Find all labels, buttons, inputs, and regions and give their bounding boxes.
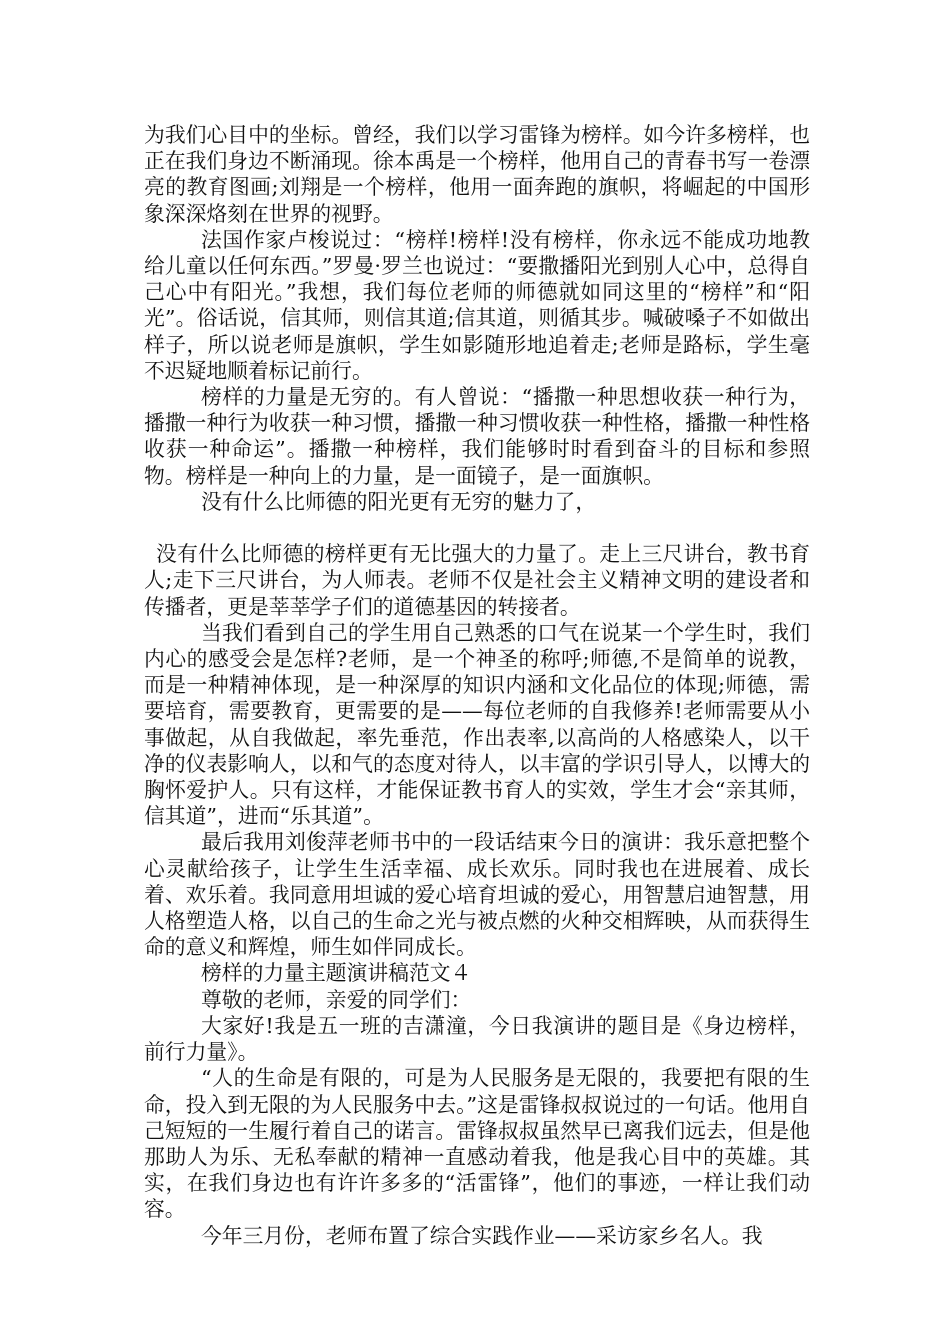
- blank-line: [144, 515, 810, 541]
- paragraph-10: 大家好!我是五一班的吉潇潼，今日我演讲的题目是《身边榜样，前行力量》。: [144, 1013, 810, 1065]
- paragraph-7: 最后我用刘俊萍老师书中的一段话结束今日的演讲：我乐意把整个心灵献给孩子，让学生生活幸福、成长欢乐。同时我也在进展着、成长着、欢乐着。我同意用坦诚的爱心培育坦诚的爱心，用智慧启迪智慧，用人格塑造人格，以自己的生命之光与被点燃的火种交相辉映，从而获得生命的意义和辉煌，师生如伴同成长。: [144, 830, 810, 960]
- paragraph-1: 为我们心目中的坐标。曾经，我们以学习雷锋为榜样。如今许多榜样，也正在我们身边不断涌现。徐本禹是一个榜样，他用自己的青春书写一卷漂亮的教育图画;刘翔是一个榜样，他用一面奔跑的旗帜，将崛起的中国形象深深烙刻在世界的视野。: [144, 123, 810, 226]
- paragraph-11: “人的生命是有限的，可是为人民服务是无限的，我要把有限的生命，投入到无限的为人民服务中去。”这是雷锋叔叔说过的一句话。他用自己短短的一生履行着自己的诺言。雷锋叔叔虽然早已离我们远去，但是他那助人为乐、无私奉献的精神一直感动着我，他是我心目中的英雄。其实，在我们身边也有许许多多的“活雷锋”，他们的事迹，一样让我们动容。: [144, 1066, 810, 1222]
- paragraph-2: 法国作家卢梭说过：“榜样!榜样!没有榜样，你永远不能成功地教给儿童以任何东西。”罗曼·罗兰也说过：“要撒播阳光到别人心中，总得自己心中有阳光。”我想，我们每位老师的师德就如同这里的“榜样”和“阳光”。俗话说，信其师，则信其道;信其道，则循其步。喊破嗓子不如做出样子，所以说老师是旗帜，学生如影随形地追着走;老师是路标，学生毫不迟疑地顺着标记前行。: [144, 227, 810, 383]
- paragraph-3: 榜样的力量是无穷的。有人曾说：“播撒一种思想收获一种行为，播撒一种行为收获一种习惯，播撒一种习惯收获一种性格，播撒一种性格收获一种命运”。播撒一种榜样，我们能够时时看到奋斗的目标和参照物。榜样是一种向上的力量，是一面镜子，是一面旗帜。: [144, 385, 810, 488]
- paragraph-4: 没有什么比师德的阳光更有无穷的魅力了，: [201, 489, 597, 514]
- document-body: [144, 122, 810, 1249]
- paragraph-12: 今年三月份，老师布置了综合实践作业——采访家乡名人。我: [201, 1223, 763, 1248]
- paragraph-5: 没有什么比师德的榜样更有无比强大的力量了。走上三尺讲台，教书育人;走下三尺讲台，为人师表。老师不仅是社会主义精神文明的建设者和传播者，更是莘莘学子们的道德基因的转接者。: [144, 542, 810, 619]
- section-heading: 榜样的力量主题演讲稿范文４: [201, 961, 472, 986]
- paragraph-6: 当我们看到自己的学生用自己熟悉的口气在说某一个学生时，我们内心的感受会是怎样?老师，是一个神圣的称呼;师德,不是简单的说教，而是一种精神体现，是一种深厚的知识内涵和文化品位的体现;师德，需要培育，需要教育，更需要的是——每位老师的自我修养!老师需要从小事做起，从自我做起，率先垂范，作出表率,以高尚的人格感染人，以干净的仪表影响人，以和气的态度对待人，以丰富的学识引导人，以博大的胸怀爱护人。只有这样，才能保证教书育人的实效，学生才会“亲其师，信其道”，进而“乐其道”。: [144, 620, 810, 829]
- salutation: 尊敬的老师，亲爱的同学们：: [201, 987, 472, 1012]
